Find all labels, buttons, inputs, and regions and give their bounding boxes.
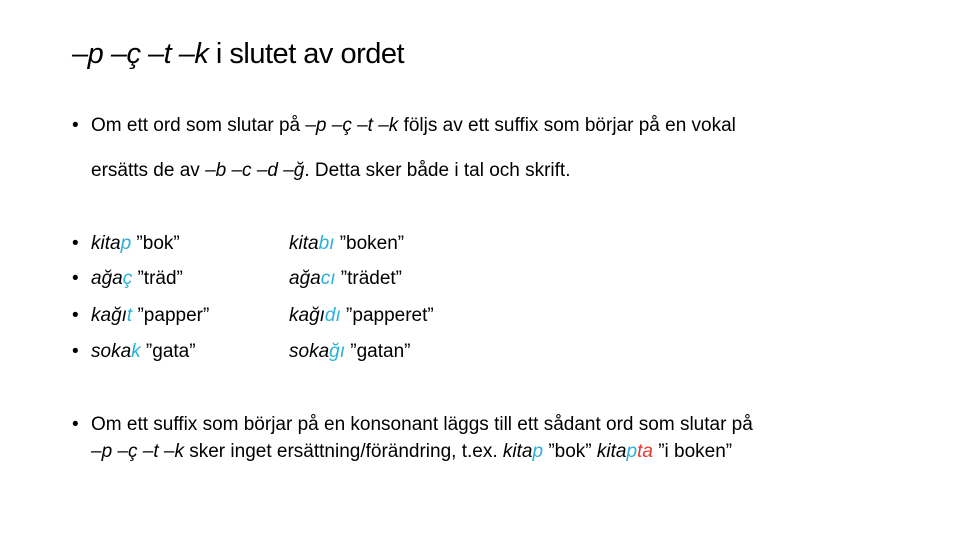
para1-line2-post: . Detta sker både i tal och skrift. — [304, 160, 571, 181]
example-base — [91, 268, 183, 290]
example-base — [91, 305, 209, 327]
bullet: • — [72, 414, 79, 435]
example-base — [91, 341, 196, 363]
example-base-stem: kita — [91, 233, 121, 254]
para1-line1 — [91, 115, 736, 137]
para2-line1: Om ett suffix som börjar på en konsonant läggs till ett sådant ord som slutar på — [91, 414, 753, 435]
para1-replacements: –b –c –d –ğ — [205, 160, 305, 181]
example-base-ending: t — [126, 305, 133, 326]
example-derived-ending: bı — [318, 233, 335, 254]
para1-line2 — [91, 160, 571, 182]
bullet: • — [72, 305, 79, 326]
example-derived-stem: ağa — [289, 268, 321, 289]
bullet: • — [72, 115, 79, 136]
para2-ex2-gloss: ”i boken” — [652, 441, 733, 462]
example-derived-ending: cı — [320, 268, 336, 289]
para2-line2 — [91, 441, 732, 463]
bullet: • — [72, 268, 79, 289]
para2-ex2-suffix: ta — [637, 441, 653, 462]
example-base-stem: kağı — [91, 305, 127, 326]
example-base-stem: ağa — [91, 268, 123, 289]
para2-ex2-ending: p — [626, 441, 638, 462]
example-derived-gloss: ”boken” — [334, 233, 405, 254]
para2-ex1-gloss: ”bok” — [543, 441, 597, 462]
example-derived — [289, 268, 402, 290]
para2-ex2-stem: kita — [596, 441, 627, 462]
para1-post: följs av ett suffix som börjar på en vokal — [398, 115, 736, 136]
example-base-gloss: ”papper” — [132, 305, 210, 326]
example-base-ending: ç — [122, 268, 133, 289]
para2-suffixes: –p –ç –t –k — [91, 441, 184, 462]
bullet: • — [72, 233, 79, 254]
para2-ex1-ending: p — [532, 441, 544, 462]
para2-mid: sker inget ersättning/förändring, t.ex. — [183, 441, 503, 462]
example-derived — [289, 233, 404, 255]
para1-suffixes: –p –ç –t –k — [305, 115, 399, 136]
example-derived — [289, 341, 410, 363]
bullet: • — [72, 341, 79, 362]
example-derived-stem: kağı — [289, 305, 325, 326]
example-base-stem: soka — [91, 341, 132, 362]
example-derived — [289, 305, 434, 327]
example-base-ending: p — [120, 233, 132, 254]
example-base-ending: k — [131, 341, 141, 362]
example-derived-gloss: ”trädet” — [335, 268, 403, 289]
para2-ex1-stem: kita — [502, 441, 533, 462]
example-derived-ending: ğı — [329, 341, 345, 362]
example-derived-ending: dı — [324, 305, 341, 326]
example-base-gloss: ”bok” — [131, 233, 180, 254]
example-derived-gloss: ”gatan” — [345, 341, 411, 362]
title-rest: i slutet av ordet — [208, 38, 405, 70]
para1-line2-pre: ersätts de av — [91, 160, 206, 181]
example-derived-stem: kita — [289, 233, 319, 254]
para1-pre: Om ett ord som slutar på — [91, 115, 306, 136]
slide-title — [72, 38, 404, 71]
example-base — [91, 233, 180, 255]
example-derived-stem: soka — [289, 341, 330, 362]
example-derived-gloss: ”papperet” — [340, 305, 434, 326]
example-base-gloss: ”gata” — [140, 341, 196, 362]
example-base-gloss: ”träd” — [132, 268, 183, 289]
title-suffixes: –p –ç –t –k — [72, 38, 209, 70]
